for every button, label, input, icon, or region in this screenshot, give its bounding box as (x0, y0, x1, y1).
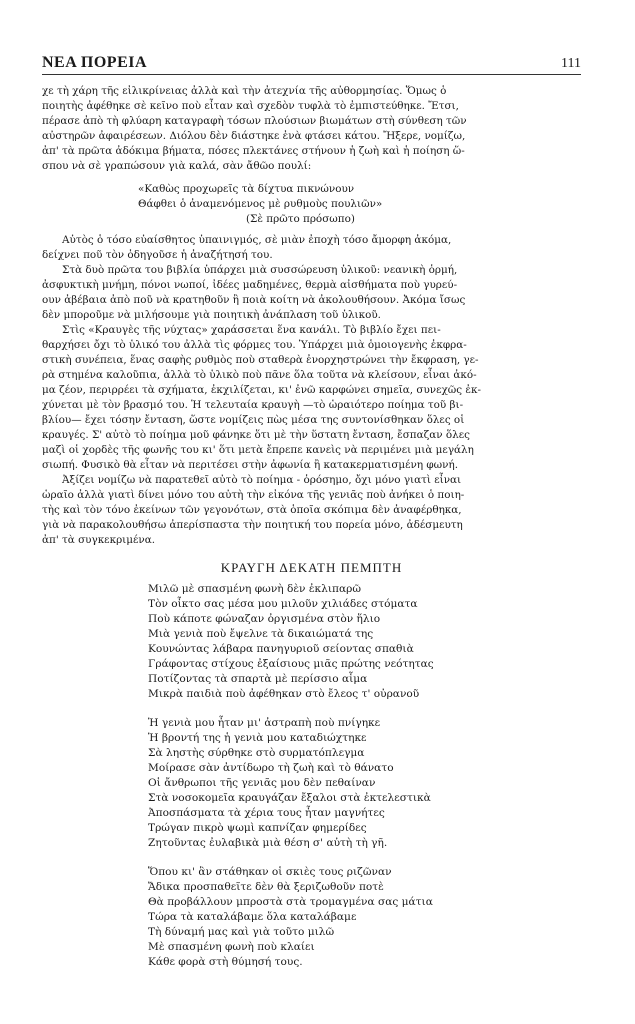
text-line: μα ζέον, περιρρέει τὰ σχήματα, ἐκχιλίζεται, κι' ἐνῶ καρφώνει σημεῖα, συνεχῶς ἐκ- (42, 384, 481, 396)
journal-title: ΝΕΑ ΠΟΡΕΙΑ (42, 54, 148, 71)
quote-line: Θάφθει ὁ ἀναμενόμενος μὲ ρυθμοὺς πουλιῶν» (138, 198, 383, 210)
page-body (42, 84, 581, 984)
text-line: αὐστηρῶν ἀφαιρέσεων. Διόλου δὲν διάστηκε ἐνὰ φτάσει κάτου. Ἤξερε, νομίζω, (42, 130, 466, 142)
text-line: χε τὴ χάρη τῆς εἰλικρίνειας ἀλλὰ καὶ τὴν ἀτεχνία τῆς αὐθορμησίας. Ὅμως ὁ (42, 85, 447, 97)
poem-line: Μικρὰ παιδιὰ ποὺ ἀφέθηκαν στὸ ἔλεος τ' οὐρανοῦ (148, 688, 420, 700)
poem-line: Οἱ ἄνθρωποι τῆς γενιᾶς μου δὲν πεθαίναν (148, 777, 376, 789)
text-line: ουν ἀβέβαια ἀπὸ ποῦ νὰ κρατηθοῦν ἢ ποιὰ κοίτη νὰ ἀκολουθήσουν. Ἀκόμα ἴσως (42, 294, 466, 306)
poem-line: Γράφοντας στίχους ἐξαίσιους μιᾶς πρώτης νεότητας (148, 658, 434, 670)
text-line: σιωπή. Φυσικὸ θὰ εἶταν νὰ περιτέσει στὴν ἀφωνία ἢ κατακερματισμένη φωνή. (42, 459, 458, 471)
text-line: μαζὶ οἱ χορδὲς τῆς φωνῆς του κι' ὅτι μετὰ ἔπρεπε κανεὶς νὰ περιμένει μιὰ μεγάλη (42, 444, 474, 456)
poem-line: Τρώγαν πικρὸ ψωμὶ καπνίζαν φημερίδες (148, 822, 367, 834)
intro-paragraph (42, 84, 581, 174)
poem-line: Ποτίζοντας τὰ σπαρτὰ μὲ περίσσιο αἷμα (148, 673, 368, 685)
poem-line: Ὅπου κι' ἂν στάθηκαν οἱ σκιὲς τους ριζῶναν (148, 866, 392, 878)
text-line: χύνεται μὲ τὸν βρασμό του. Ἡ τελευταία κραυγὴ —τὸ ὡραιότερο ποίημα τοῦ βι- (42, 399, 464, 411)
quote-line: «Καθὼς προχωρεῖς τὰ δίχτυα πικνώνουν (138, 183, 355, 195)
poem-title: ΚΡΑΥΓΗ ΔΕΚΑΤΗ ΠΕΜΠΤΗ (220, 560, 403, 575)
poem-line: Ἡ βροντή της ἡ γενιὰ μου καταδιώχτηκε (148, 732, 367, 744)
text-line: Στὰ δυὸ πρῶτα του βιβλία ὑπάρχει μιὰ συσσώρευση ὑλικοῦ: νεανικὴ ὁρμή, (62, 264, 458, 276)
text-line: ἀσφυκτικὴ μνήμη, πόνοι νωποί, ἰδέες μαδημένες, θερμὰ αἰσθήματα ποὺ γυρεύ- (42, 279, 458, 291)
text-line: δείχνει ποῦ τὸν ὁδηγοῦσε ἡ ἀναζήτησή του. (42, 249, 273, 261)
text-line: στικὴ συνέπεια, ἕνας σαφὴς ρυθμὸς ποὺ σταθερὰ ἐνορχηστρώνει τὴν ἔκφραση, γε- (42, 354, 479, 366)
text-line: θαρχήσει ὄχι τὸ ὑλικό του ἀλλὰ τὶς φόρμες του. Ὑπάρχει μιὰ ὁμοιογενὴς ἐκφρα- (42, 339, 467, 351)
poem-line: Μιλῶ μὲ σπασμένη φωνὴ δὲν ἐκλιπαρῶ (148, 583, 362, 595)
poem-line: Ποὺ κάποτε φώναζαν ὀργισμένα στὸν ἥλιο (148, 613, 381, 625)
poem-line: Μοίρασε σὰν ἀντίδωρο τὴ ζωὴ καὶ τὸ θάνατο (148, 762, 394, 774)
text-line: Ἀξίζει νομίζω νὰ παρατεθεῖ αὐτὸ τὸ ποίημα - ὁρόσημο, ὄχι μόνο γιατὶ εἶναι (62, 474, 462, 486)
poem-stanza (148, 865, 581, 970)
poem-line: Μιὰ γενιὰ ποὺ ἔψελνε τὰ δικαιώματά της (148, 628, 374, 640)
text-line: πέρασε ἀπὸ τὴ φλύαρη καταγραφὴ τόσων πλούσιων βιωμάτων στὴ σύνθεση τῶν (42, 115, 467, 127)
body-paragraph (42, 323, 581, 473)
body-paragraph (42, 473, 581, 548)
text-line: κραυγές. Σ' αὐτὸ τὸ ποίημα μοῦ φάνηκε ὅτι μὲ τὴν ὕστατη ἔνταση, ἔσπαζαν ὅλες (42, 429, 470, 441)
poem-stanza (148, 582, 581, 702)
text-line: Στὶς «Κραυγὲς τῆς νύχτας» χαράσσεται ἕνα κανάλι. Τὸ βιβλίο ἔχει πει- (62, 324, 441, 336)
poem-line: Σὰ ληστὴς σύρθηκε στὸ συρματόπλεγμα (148, 747, 365, 759)
poem-line: Στὰ νοσοκομεῖα κραυγάζαν ἔξαλοι στὰ ἐκτελεστικὰ (148, 792, 431, 804)
poem-line: Θὰ προβάλλουν μπροστὰ στὰ τρομαγμένα σας μάτια (148, 896, 433, 908)
text-line: ποιητὴς ἀφέθηκε σὲ κεῖνο ποὺ εἶταν καὶ σχεδὸν τυφλὰ τὸ ἐμπιστεύθηκε. Ἔτσι, (42, 100, 459, 112)
page-number: 111 (561, 56, 581, 71)
text-line: ἀπ' τὰ συγκεκριμένα. (42, 534, 156, 546)
poem-line: Μὲ σπασμένη φωνὴ ποὺ κλαίει (148, 941, 315, 953)
poem-line: Τώρα τὰ καταλάβαμε ὅλα καταλάβαμε (148, 911, 357, 923)
body-paragraph (42, 263, 581, 323)
text-line: τὴς καὶ τὸν τόνο ἐκείνων τῶν γεγονότων, στὰ ὁποῖα σκόπιμα δὲν ἀναφέρθηκα, (42, 504, 462, 516)
poem-line: Κάθε φορὰ στὴ θύμησή τους. (148, 956, 303, 968)
poem-line: Τὴ δύναμή μας καὶ γιὰ τοῦτο μιλῶ (148, 926, 335, 938)
text-line: δὲν μποροῦμε νὰ μιλήσουμε γιὰ ποιητικὴ ἀνάπλαση τοῦ ὑλικοῦ. (42, 309, 381, 321)
text-line: ρὰ στημένα καλοῦπια, ἀλλὰ τὸ ὑλικὸ ποὺ πᾶνε ὅλα τοῦτα νὰ κλείσουν, εἶναι ἀκό- (42, 369, 477, 381)
poem-line: Ζητοῦντας ἐυλαβικὰ μιὰ θέση σ' αὐτὴ τὴ γῆ. (148, 837, 388, 849)
poem-line: Ἡ γενιὰ μου ἦταν μι' ἀστραπὴ ποὺ πνίγηκε (148, 717, 381, 729)
body-paragraph (42, 233, 581, 263)
poem-line: Ἄδικα προσπαθεῖτε δὲν θὰ ξεριζωθοῦν ποτὲ (148, 881, 384, 893)
poem-stanza (148, 716, 581, 851)
text-line: ἀπ' τὰ πρῶτα ἀδόκιμα βήματα, πόσες πλεκτάνες στήνουν ἡ ζωὴ καὶ ἡ ποίηση ὥ- (42, 145, 465, 157)
text-line: Αὐτὸς ὁ τόσο εὐαίσθητος ὑπαινιγμός, σὲ μιὰν ἐποχὴ τόσο ἄμορφη ἀκόμα, (62, 234, 452, 246)
poem-line: Ἀποσπάσματα τὰ χέρια τους ἦταν μαγνήτες (148, 807, 385, 819)
text-line: γιὰ νὰ παρακολουθήσω ἀπερίσπαστα τὴν ποιητική του πορεία μόνο, ἀδέσμευτη (42, 519, 463, 531)
block-quote (138, 182, 581, 227)
poem-line: Κουνώντας λάβαρα πανηγυριοῦ σείοντας σπαθιὰ (148, 643, 414, 655)
text-line: βλίου— ἔχει τόσην ἔνταση, ὥστε νομίζεις πὼς μέσα της συντονίσθηκαν ὅλες οἱ (42, 414, 465, 426)
poem-line: Τὸν οἶκτο σας μέσα μου μιλοῦν χιλιάδες στόματα (148, 598, 418, 610)
running-header (42, 52, 581, 75)
text-line: ὡραῖο ἀλλὰ γιατὶ δίνει μόνο του αὐτὴ τὴν εἰκόνα τῆς γενιᾶς ποὺ ἀνήκει ὁ ποιη- (42, 489, 465, 501)
quote-source: (Σὲ πρῶτο πρόσωπο) (246, 213, 355, 225)
text-line: σπου νὰ σὲ γραπώσουν γιὰ καλά, σὰν ἄθῶο πουλί: (42, 160, 312, 172)
